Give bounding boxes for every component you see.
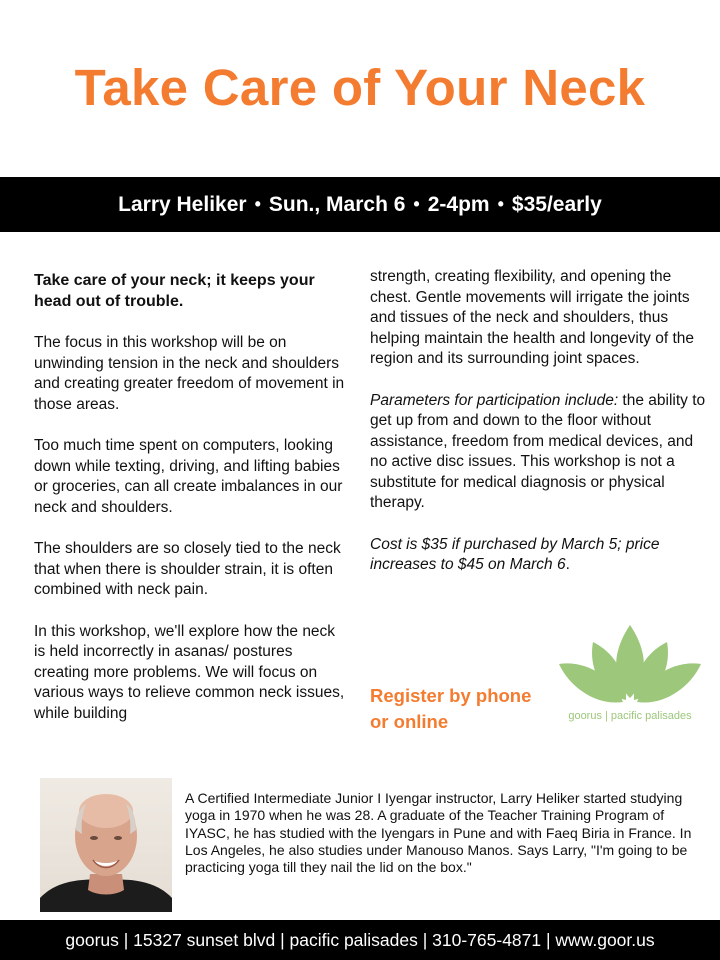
left-column: [34, 271, 346, 745]
parameters-paragraph: [370, 391, 706, 514]
footer-bar: goorus | 15327 sunset blvd | pacific palisades | 310-765-4871 | www.goor.us: [0, 920, 720, 960]
body-paragraph: In this workshop, we'll explore how the neck is held incorrectly in asanas/ postures creating more problems. We will focus on various ways to relieve common neck issues, while building: [34, 622, 345, 722]
body-paragraph: strength, creating flexibility, and opening the chest. Gentle movements will irrigate the joints and tissues of the neck and shoulders, thus helping maintain the health and longevity of the region and its surrounding joint spaces.: [370, 268, 695, 367]
lotus-icon: [555, 620, 705, 710]
body-paragraph: The focus in this workshop will be on unwinding tension in the neck and shoulders and creating greater freedom of movement in those areas.: [34, 334, 345, 413]
instructor-photo: [40, 778, 172, 912]
banner-time: 2-4pm: [427, 192, 490, 216]
banner-separator: •: [497, 194, 504, 214]
page-title: Take Care of Your Neck: [74, 59, 646, 116]
parameters-text: the ability to get up from and down to the floor without assistance, freedom from medical devices, and no active disc issues. This workshop is not a substitute for medical diagnosis or physical therapy.: [370, 391, 706, 511]
banner-price: $35/early: [511, 192, 602, 216]
body-paragraph: The shoulders are so closely tied to the neck that when there is shoulder strain, it is often combined with neck pain.: [34, 540, 341, 598]
event-banner: [0, 177, 720, 232]
lead-paragraph: Take care of your neck; it keeps your head out of trouble.: [34, 272, 315, 310]
banner-separator: •: [254, 194, 261, 214]
instructor-bio: A Certified Intermediate Junior I Iyengar instructor, Larry Heliker started studying yoga in 1970 when he was 28. A graduate of the Teacher Training Program of IYASC, he has studied with the Iyengars in Pune and with Faeq Biria in France. In Los Angeles, he also studies under Manouso Manos. Says Larry, "I'm going to be practicing yoga till they nail the lid on the box.": [185, 790, 692, 876]
goorus-logo: [555, 620, 705, 730]
parameters-label: Parameters for participation include:: [370, 391, 619, 409]
banner-teacher: Larry Heliker: [118, 192, 247, 216]
right-column: [370, 267, 706, 597]
cost-period: .: [565, 556, 570, 573]
logo-text: goorus | pacific palisades: [568, 710, 692, 722]
banner-separator: •: [413, 194, 420, 214]
cost-paragraph: [370, 535, 706, 576]
cost-text: Cost is $35 if purchased by March 5; price increases to $45 on March 6: [370, 535, 660, 573]
register-callout: Register by phone or online: [370, 685, 532, 732]
banner-date: Sun., March 6: [268, 192, 406, 216]
body-paragraph: Too much time spent on computers, looking down while texting, driving, and lifting babies or groceries, can all create imbalances in our neck and shoulders.: [34, 437, 343, 516]
